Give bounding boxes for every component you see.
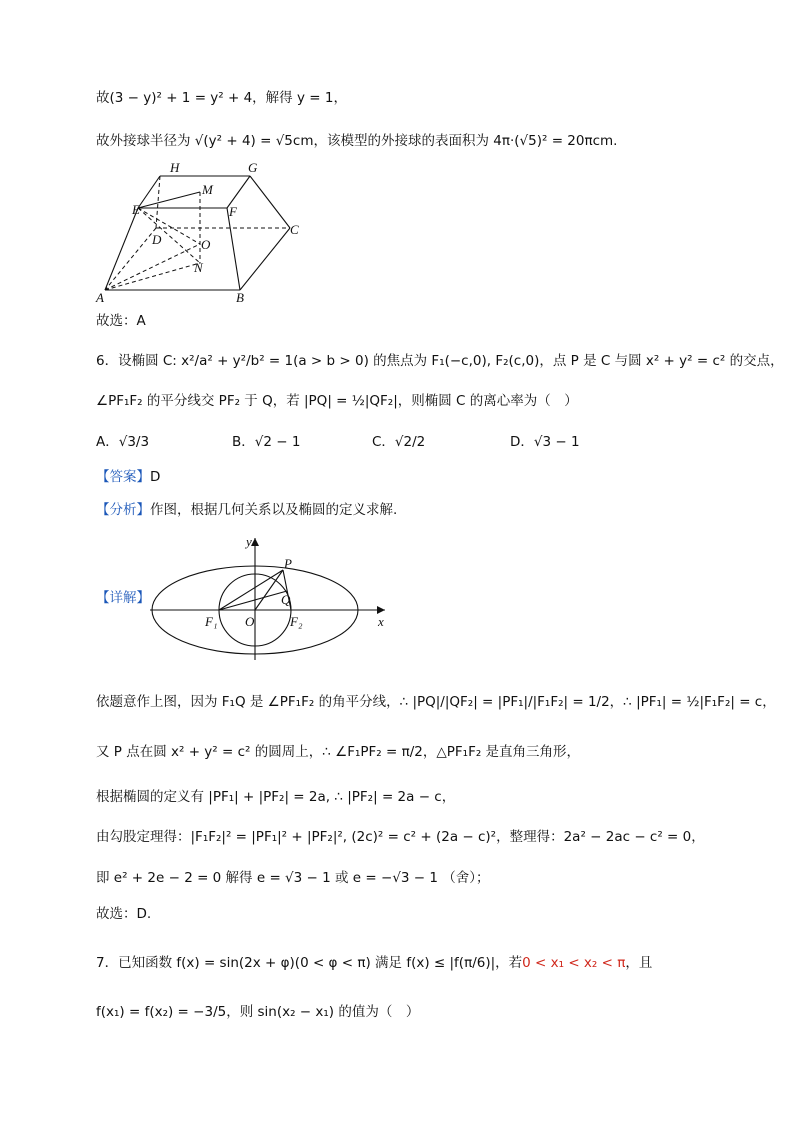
solution-step-5-text: 即 e² + 2e − 2 = 0 解得 e = √3 − 1 或 e = −√3 − 1 （舍）； — [96, 870, 490, 886]
solution-step-5 — [96, 868, 490, 888]
solution-step-4-text: 由勾股定理得：|F₁F₂|² = |PF₁|² + |PF₂|², (2c)² = c² + (2a − c)²，整理得：2a² − 2ac − c² = 0， — [96, 829, 705, 845]
frustum-label-m: M — [202, 182, 213, 197]
question-7-stem-1-red: 0 < x₁ < x₂ < π — [522, 955, 626, 971]
answer-line-q6-text: 故选：D. — [96, 906, 152, 922]
frustum-figure — [90, 158, 310, 308]
answer-line-q6 — [96, 904, 151, 924]
solution-step-3 — [96, 787, 455, 807]
question-7-stem-1-post: ，且 — [625, 955, 653, 971]
solution-step-3-text: 根据椭圆的定义有 |PF₁| + |PF₂| = 2a, ∴ |PF₂| = 2a − c， — [96, 789, 456, 805]
detail-row — [96, 588, 150, 608]
analysis-text: 作图，根据几何关系以及椭圆的定义求解. — [150, 502, 398, 518]
option-d[interactable]: D．√3 − 1 — [510, 434, 580, 450]
frustum-label-b: B — [236, 290, 244, 305]
solution-line-1-text: 故(3 − y)² + 1 = y² + 4，解得 y = 1， — [96, 90, 347, 106]
solution-line-1 — [96, 88, 347, 108]
solution-step-4 — [96, 827, 705, 847]
question-7-stem-2 — [96, 1002, 419, 1022]
solution-step-2 — [96, 742, 580, 762]
ellipse-figure — [150, 530, 400, 665]
solution-step-2-text: 又 P 点在圆 x² + y² = c² 的圆周上，∴ ∠F₁PF₂ = π/2，△PF₁F₂ 是直角三角形， — [96, 744, 581, 760]
analysis-tag: 【分析】 — [96, 502, 150, 518]
frustum-label-n: N — [194, 260, 203, 275]
answer-line-q5 — [96, 311, 146, 331]
question-6-stem-1-text: 6．设椭圆 C: x²/a² + y²/b² = 1(a > b > 0) 的焦点为 F₁(−c,0), F₂(c,0)，点 P 是 C 与圆 x² + y² = c² 的交点， — [96, 353, 784, 369]
ellipse-label-f2: F₂ — [290, 614, 303, 629]
option-c[interactable]: C．√2/2 — [372, 434, 426, 450]
ellipse-label-o: O — [245, 614, 255, 629]
solution-line-2 — [96, 131, 617, 151]
ellipse-label-p: P — [284, 556, 292, 571]
answer-tag: 【答案】 — [96, 469, 150, 485]
analysis-row — [96, 500, 397, 520]
solution-step-1-text: 依题意作上图，因为 F₁Q 是 ∠PF₁F₂ 的角平分线，∴ |PQ|/|QF₂| = |PF₁|/|F₁F₂| = 1/2，∴ |PF₁| = ½|F₁F₂| = c， — [96, 694, 776, 710]
frustum-label-a: A — [96, 290, 104, 305]
frustum-label-h: H — [170, 160, 180, 175]
ellipse-label-x: x — [378, 614, 384, 629]
frustum-label-c: C — [290, 222, 299, 237]
answer-row — [96, 467, 160, 487]
frustum-label-g: G — [248, 160, 258, 175]
frustum-label-e: E — [132, 202, 140, 217]
solution-step-1 — [96, 692, 776, 712]
option-a[interactable]: A．√3/3 — [96, 434, 150, 450]
question-7-stem-1 — [96, 953, 652, 973]
answer-value: D — [150, 469, 161, 485]
question-6-stem-2 — [96, 391, 578, 411]
question-6-stem-2-text: ∠PF₁F₂ 的平分线交 PF₂ 于 Q，若 |PQ| = ½|QF₂|，则椭圆 C 的离心率为（ ） — [96, 393, 578, 409]
detail-tag: 【详解】 — [96, 590, 150, 606]
question-6-stem-1 — [96, 351, 784, 371]
answer-line-q5-text: 故选：A — [96, 313, 146, 329]
frustum-label-o: O — [201, 237, 211, 252]
ellipse-label-q: Q — [281, 592, 291, 607]
frustum-label-d: D — [152, 232, 162, 247]
option-b[interactable]: B．√2 − 1 — [232, 434, 301, 450]
question-7-stem-2-text: f(x₁) = f(x₂) = −3/5，则 sin(x₂ − x₁) 的值为（ ） — [96, 1004, 420, 1020]
solution-line-2-text: 故外接球半径为 √(y² + 4) = √5cm，该模型的外接球的表面积为 4π·(√5)² = 20πcm. — [96, 133, 618, 149]
frustum-label-f: F — [229, 204, 237, 219]
question-6-options — [96, 432, 696, 456]
ellipse-label-f1: F₁ — [205, 614, 218, 629]
ellipse-label-y: y — [246, 534, 252, 549]
question-7-stem-1-pre: 7．已知函数 f(x) = sin(2x + φ)(0 < φ < π) 满足 f(x) ≤ |f(π/6)|，若 — [96, 955, 523, 971]
